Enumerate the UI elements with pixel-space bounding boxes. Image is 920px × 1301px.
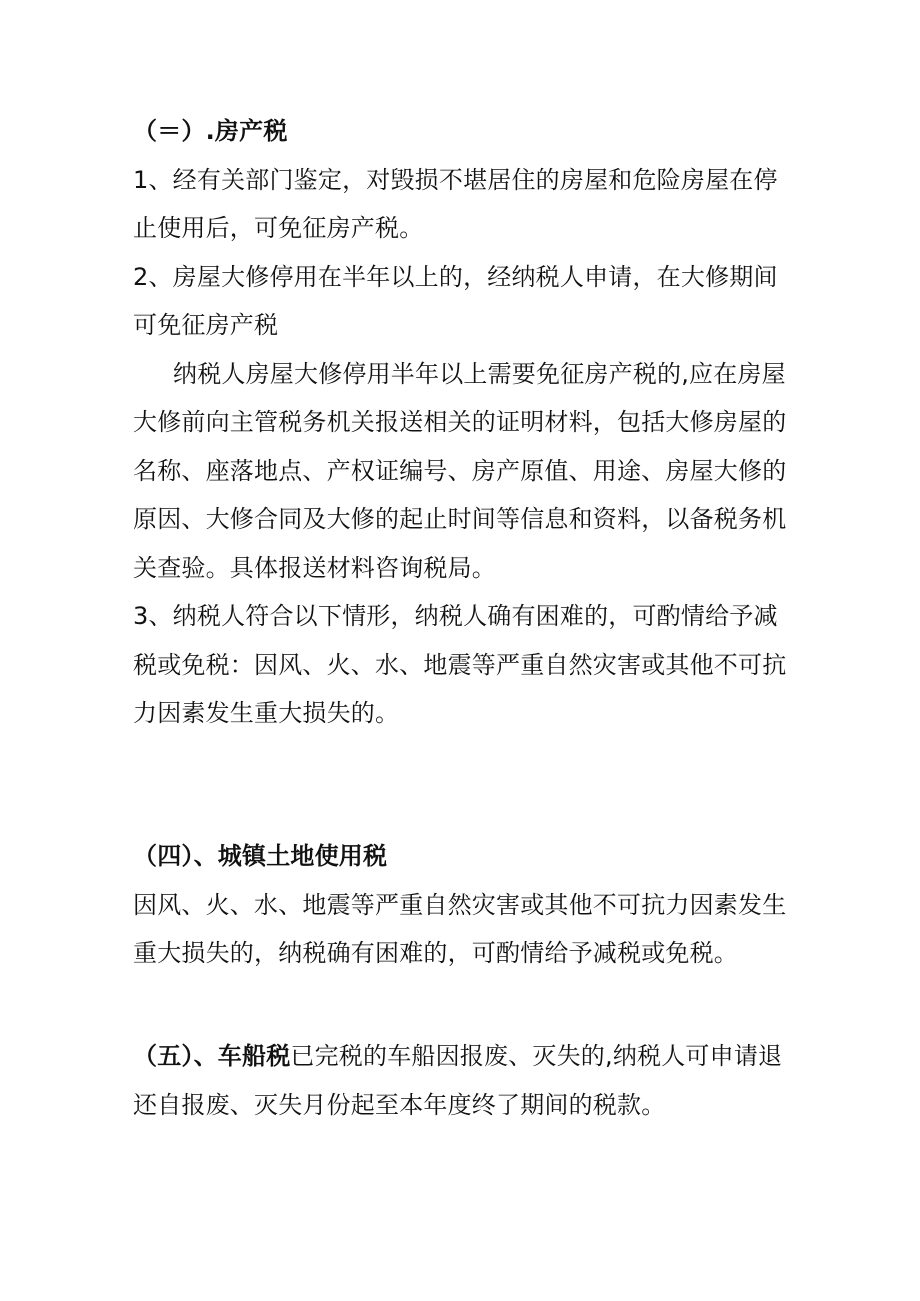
land-use-tax-body: 因风、火、水、地震等严重自然灾害或其他不可抗力因素发生重大损失的，纳税确有困难的，可酌情给予减税或免税。 [133,890,787,967]
property-tax-item-1: 1、经有关部门鉴定，对毁损不堪居住的房屋和危险房屋在停止使用后，可免征房产税。 [133,165,778,242]
section-land-use-tax [133,832,793,978]
section-heading-vehicle-vessel-tax: （五）、车船税 [133,1042,291,1070]
vehicle-vessel-tax-paragraph [133,1032,793,1129]
property-tax-item-3: 3、纳税人符合以下情形，纳税人确有困难的，可酌情给予减税或免税：因风、火、水、地震等严重自然灾害或其他不可抗力因素发生重大损失的。 [133,602,787,727]
section-heading-property-tax: （＝）.房产税 [133,117,288,145]
section-vehicle-vessel-tax [133,1032,793,1129]
section-heading-land-use-tax: （四）、城镇土地使用税 [133,842,388,870]
section-property-tax [133,107,793,738]
vehicle-vessel-tax-body: 已完税的车船因报废、灭失的,纳税人可申请退还自报废、灭失月份起至本年度终了期间的税款。 [133,1042,783,1119]
property-tax-item-2: 2、房屋大修停用在半年以上的，经纳税人申请，在大修期间可免征房产税 [133,262,778,339]
property-tax-item-2-detail: 纳税人房屋大修停用半年以上需要免征房产税的,应在房屋大修前向主管税务机关报送相关的证明材料，包括大修房屋的名称、座落地点、产权证编号、房产原值、用途、房屋大修的原因、大修合同及大修的起止时间等信息和资料，以备税务机关查验。具体报送材料咨询税局。 [133,359,787,582]
